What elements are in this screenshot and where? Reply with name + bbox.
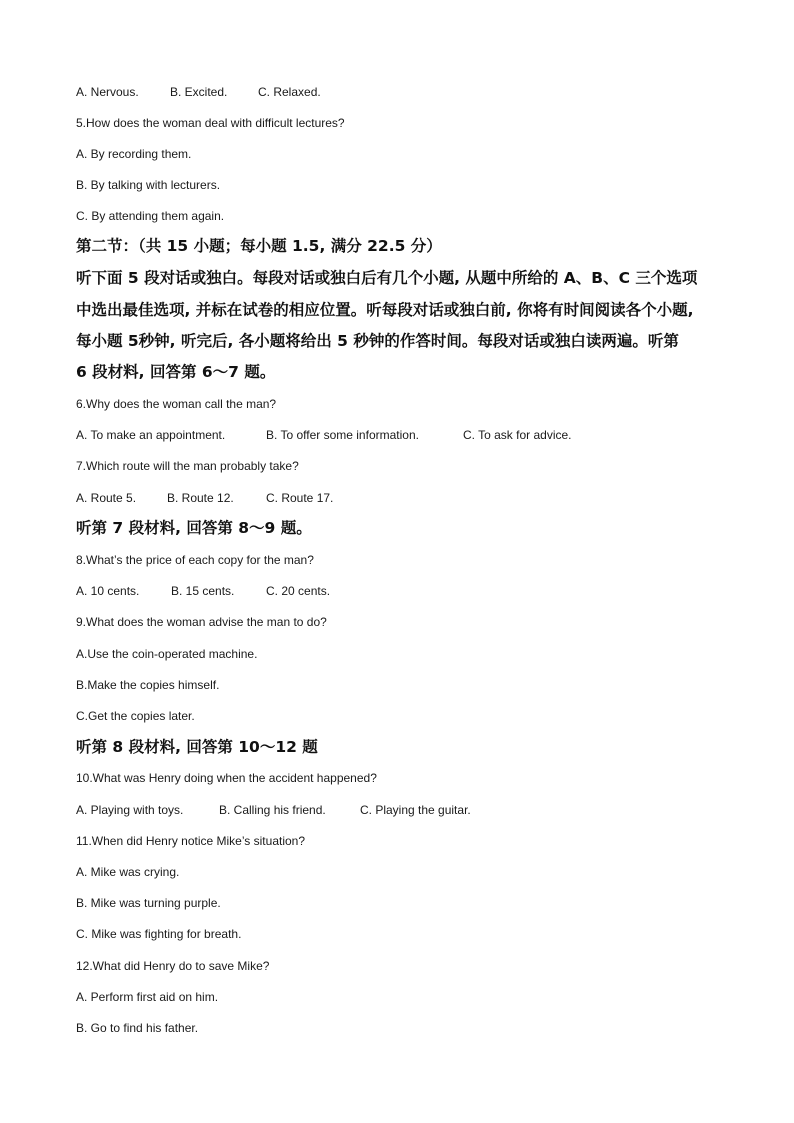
section-instruction-line: 6 段材料, 回答第 6～7 题。 [76, 363, 276, 381]
q8-question: 8.What’s the price of each copy for the man? [76, 553, 314, 567]
q12-option-b: B. Go to find his father. [76, 1021, 199, 1035]
q9-question: 9.What does the woman advise the man to do? [76, 615, 327, 629]
q11-option-b: B. Mike was turning purple. [76, 896, 221, 910]
q6-question: 6.Why does the woman call the man? [76, 397, 277, 411]
q4-options [76, 84, 321, 100]
q11-option-a: A. Mike was crying. [76, 865, 180, 879]
q10-option-a: A. Playing with toys. [76, 803, 184, 817]
section-instruction-line: 听下面 5 段对话或独白。每段对话或独白后有几个小题, 从题中所给的 A、B、C 三个选项 [76, 269, 698, 287]
q7-option-b: B. Route 12. [167, 491, 234, 505]
q7-question: 7.Which route will the man probably take? [76, 459, 299, 473]
q12-option-a: A. Perform first aid on him. [76, 990, 219, 1004]
q9-option-a: A.Use the coin-operated machine. [76, 647, 258, 661]
q8-options [76, 583, 330, 599]
q10-option-b: B. Calling his friend. [219, 803, 326, 817]
q5-question: 5.How does the woman deal with difficult lectures? [76, 116, 345, 130]
q4-option-c: C. Relaxed. [258, 85, 321, 99]
section-instruction-line: 中选出最佳选项, 并标在试卷的相应位置。听每段对话或独白前, 你将有时间阅读各个小题, [76, 301, 694, 319]
q5-option-c: C. By attending them again. [76, 209, 225, 223]
q7-option-c: C. Route 17. [266, 491, 334, 505]
q4-option-b: B. Excited. [170, 85, 228, 99]
q4-option-a: A. Nervous. [76, 85, 139, 99]
q11-question: 11.When did Henry notice Mike’s situation? [76, 834, 306, 848]
section-heading: 第二节：（共 15 小题；每小题 1.5, 满分 22.5 分） [76, 237, 442, 255]
q12-question: 12.What did Henry do to save Mike? [76, 959, 270, 973]
q10-options [76, 802, 471, 818]
q10-question: 10.What was Henry doing when the accident happened? [76, 771, 377, 785]
q6-option-b: B. To offer some information. [266, 428, 419, 442]
q10-option-c: C. Playing the guitar. [360, 803, 471, 817]
section-instruction-line: 每小题 5秒钟, 听完后, 各小题将给出 5 秒钟的作答时间。每段对话或独白读两遍。听第 [76, 332, 679, 350]
material-heading: 听第 8 段材料, 回答第 10～12 题 [76, 738, 318, 756]
q8-option-a: A. 10 cents. [76, 584, 140, 598]
q6-option-c: C. To ask for advice. [463, 428, 572, 442]
material-heading: 听第 7 段材料, 回答第 8～9 题。 [76, 519, 312, 537]
q7-option-a: A. Route 5. [76, 491, 137, 505]
q9-option-c: C.Get the copies later. [76, 709, 195, 723]
q5-option-b: B. By talking with lecturers. [76, 178, 221, 192]
q8-option-c: C. 20 cents. [266, 584, 331, 598]
q5-option-a: A. By recording them. [76, 147, 192, 161]
q9-option-b: B.Make the copies himself. [76, 678, 220, 692]
q8-option-b: B. 15 cents. [171, 584, 235, 598]
q11-option-c: C. Mike was fighting for breath. [76, 927, 242, 941]
q7-options [76, 490, 333, 506]
q6-option-a: A. To make an appointment. [76, 428, 226, 442]
q6-options [76, 427, 572, 443]
